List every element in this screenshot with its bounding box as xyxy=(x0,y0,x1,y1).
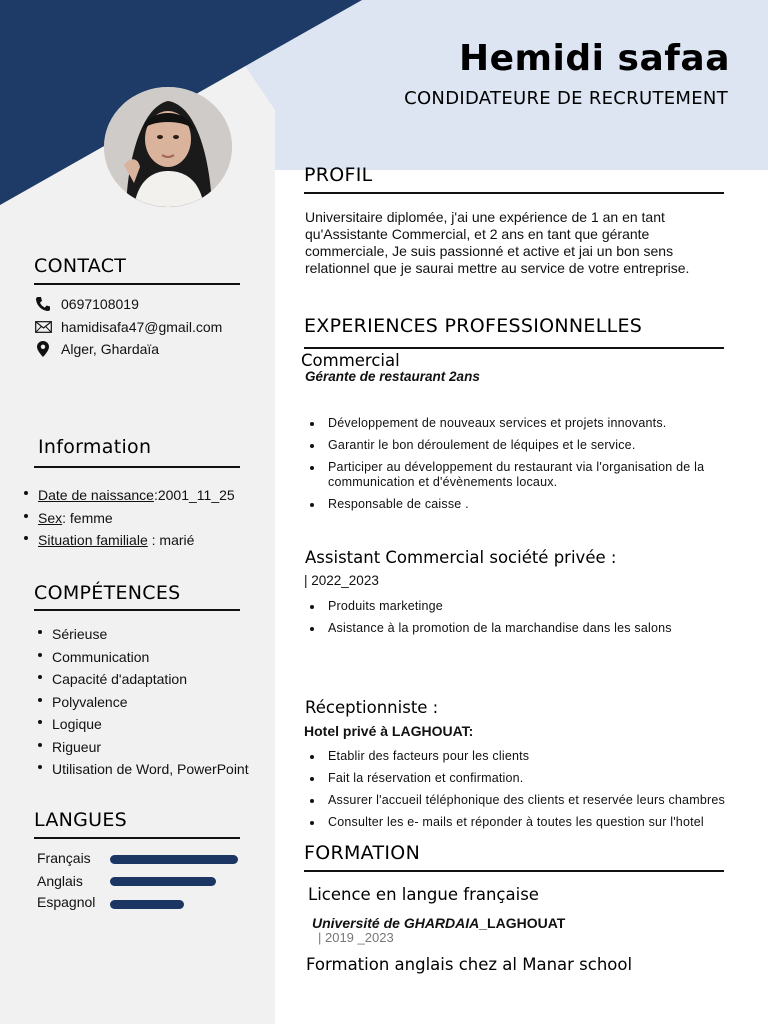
candidate-name: Hemidi safaa xyxy=(458,38,730,79)
info-marital-status: Situation familiale : marié xyxy=(20,529,235,552)
language-name-anglais: Anglais xyxy=(37,873,83,889)
competences-list xyxy=(34,623,249,781)
email-address[interactable]: hamidisafa47@gmail.com xyxy=(61,319,223,335)
formation-title-licence: Licence en langue française xyxy=(308,885,539,904)
information-list xyxy=(20,484,235,552)
job-dates-assistant: | 2022_2023 xyxy=(304,573,379,588)
skill-item: Utilisation de Word, PowerPoint xyxy=(34,758,249,781)
avatar xyxy=(104,87,232,207)
info-birthdate: Date de naissance:2001_11_25 xyxy=(20,484,235,507)
phone-icon xyxy=(34,296,52,312)
language-level-bar-anglais xyxy=(110,877,216,886)
skill-item: Polyvalence xyxy=(34,691,249,714)
formation-title: FORMATION xyxy=(304,842,421,864)
contact-phone xyxy=(34,296,139,312)
contact-divider xyxy=(34,283,240,285)
language-name-espagnol: Espagnol xyxy=(37,894,96,910)
skill-item: Sérieuse xyxy=(34,623,249,646)
job-title-assistant: Assistant Commercial société privée : xyxy=(305,548,617,567)
location-pin-icon xyxy=(34,341,52,357)
list-item: Responsable de caisse . xyxy=(310,497,730,512)
profil-divider xyxy=(304,192,724,194)
skill-item: Capacité d'adaptation xyxy=(34,668,249,691)
phone-number[interactable]: 0697108019 xyxy=(61,296,139,312)
list-item: Garantir le bon déroulement de léquipes et le service. xyxy=(310,438,730,453)
langues-divider xyxy=(34,837,240,839)
profil-text: Universitaire diplomée, j'ai une expérience de 1 an en tant qu'Assistante Commercial, et 2 ans en tant que gérante commerciale, Je suis passionné et active et jai un bon sens relationnel que je saurai mettre au service de votre entreprise. xyxy=(305,209,690,276)
experiences-divider xyxy=(304,347,724,349)
list-item: Assurer l'accueil téléphonique des clients et reservée leurs chambres xyxy=(310,793,730,808)
language-level-bar-francais xyxy=(110,855,238,864)
competences-divider xyxy=(34,609,240,611)
location-text: Alger, Ghardaïa xyxy=(61,341,160,357)
job-subtitle-commercial: Gérante de restaurant 2ans xyxy=(305,369,480,384)
profil-title: PROFIL xyxy=(304,164,373,186)
skill-item: Logique xyxy=(34,713,249,736)
contact-title: CONTACT xyxy=(34,255,127,277)
profile-photo xyxy=(104,87,232,207)
skill-item: Rigueur xyxy=(34,736,249,759)
list-item: Participer au développement du restaurant via l'organisation de la communication et d'évènements locaux. xyxy=(310,460,730,489)
job-bullets-receptionniste xyxy=(310,749,730,837)
job-title-receptionniste: Réceptionniste : xyxy=(305,698,439,717)
info-sex: Sex: femme xyxy=(20,507,235,530)
list-item: Etablir des facteurs pour les clients xyxy=(310,749,730,764)
language-level-bar-espagnol xyxy=(110,900,184,909)
list-item: Asistance à la promotion de la marchandise dans les salons xyxy=(310,621,730,636)
list-item: Produits marketinge xyxy=(310,599,730,614)
job-subtitle-receptionniste: Hotel privé à LAGHOUAT: xyxy=(304,723,474,739)
list-item: Développement de nouveaux services et projets innovants. xyxy=(310,416,730,431)
competences-title: COMPÉTENCES xyxy=(34,582,181,604)
list-item: Consulter les e- mails et réponder à toutes les question sur l'hotel xyxy=(310,815,730,830)
formation-divider xyxy=(304,870,724,872)
list-item: Fait la réservation et confirmation. xyxy=(310,771,730,786)
experiences-title: EXPERIENCES PROFESSIONNELLES xyxy=(304,315,643,337)
mail-icon xyxy=(34,319,52,335)
job-bullets-assistant xyxy=(310,599,730,643)
contact-location xyxy=(34,341,159,357)
contact-email xyxy=(34,319,222,335)
information-divider xyxy=(34,466,240,468)
formation-school: Université de GHARDAIA_LAGHOUAT xyxy=(312,915,566,931)
formation-dates: | 2019 _2023 xyxy=(318,930,394,945)
information-title: Information xyxy=(38,436,152,458)
skill-item: Communication xyxy=(34,646,249,669)
langues-title: LANGUES xyxy=(34,809,128,831)
formation-title-anglais: Formation anglais chez al Manar school xyxy=(306,955,633,974)
language-name-francais: Français xyxy=(37,850,91,866)
job-title-commercial: Commercial xyxy=(301,351,400,370)
job-bullets-commercial xyxy=(310,416,730,519)
candidate-role: CONDIDATEURE DE RECRUTEMENT xyxy=(404,88,728,109)
